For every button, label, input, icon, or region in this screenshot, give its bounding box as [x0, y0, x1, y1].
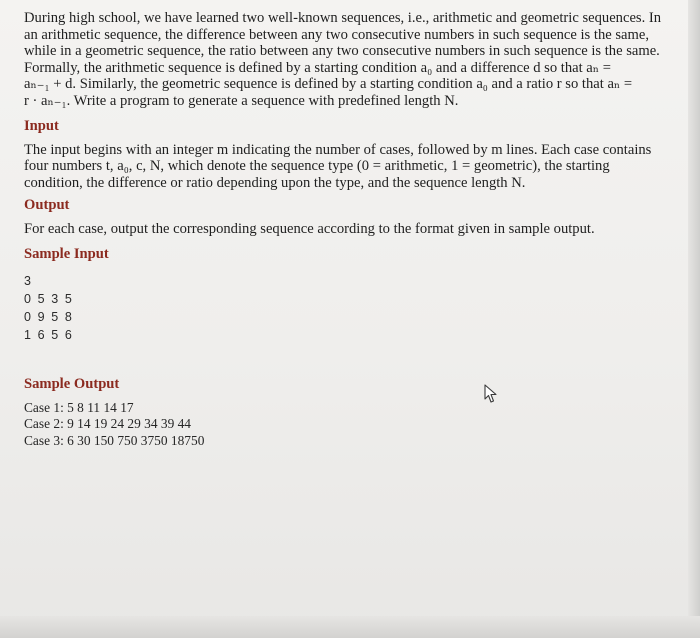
sample-input-block	[24, 272, 686, 344]
sample-output-heading: Sample Output	[24, 375, 120, 392]
input-heading: Input	[24, 117, 59, 134]
sample-output-line: Case 1: 5 8 11 14 17	[24, 399, 134, 415]
description-line: r · aₙ₋₁. Write a program to generate a sequence with predefined length N.	[24, 92, 459, 109]
sample-input-line: 0 5 3 5	[24, 291, 74, 306]
page-right-edge	[688, 0, 700, 638]
sample-output-line: Case 2: 9 14 19 24 29 34 39 44	[24, 416, 192, 432]
input-line: condition, the difference or ratio depending upon the type, and the sequence length N.	[24, 174, 526, 191]
description-line: Formally, the arithmetic sequence is defined by a starting condition a₀ and a difference d so that aₙ =	[24, 59, 611, 76]
output-heading: Output	[24, 197, 70, 214]
page-bottom-edge	[0, 616, 700, 638]
mouse-pointer-icon	[483, 384, 499, 404]
sample-input-line: 3	[24, 273, 33, 288]
sample-input-line: 1 6 5 6	[24, 327, 74, 342]
sample-output-line: Case 3: 6 30 150 750 3750 18750	[24, 432, 205, 448]
description-line: an arithmetic sequence, the difference between any two consecutive numbers in such sequence is the same,	[24, 26, 649, 43]
input-line: The input begins with an integer m indicating the number of cases, followed by m lines. Each case contains	[24, 141, 652, 158]
sample-output-block	[24, 400, 686, 450]
input-line: four numbers t, a₀, c, N, which denote the sequence type (0 = arithmetic, 1 = geometric), the starting	[24, 158, 610, 175]
description-line: aₙ₋₁ + d. Similarly, the geometric sequence is defined by a starting condition a₀ and a ratio r so that aₙ =	[24, 76, 633, 93]
description-line: During high school, we have learned two well-known sequences, i.e., arithmetic and geometric sequences. In	[24, 10, 662, 26]
sample-input-heading: Sample Input	[24, 245, 109, 262]
output-description: For each case, output the corresponding sequence according to the format given in sample output.	[24, 221, 595, 238]
sample-input-line: 0 9 5 8	[24, 309, 74, 324]
description-paragraph	[24, 10, 686, 110]
description-line: while in a geometric sequence, the ratio between any two consecutive numbers in such sequence is the same.	[24, 43, 660, 60]
input-description	[24, 142, 686, 192]
